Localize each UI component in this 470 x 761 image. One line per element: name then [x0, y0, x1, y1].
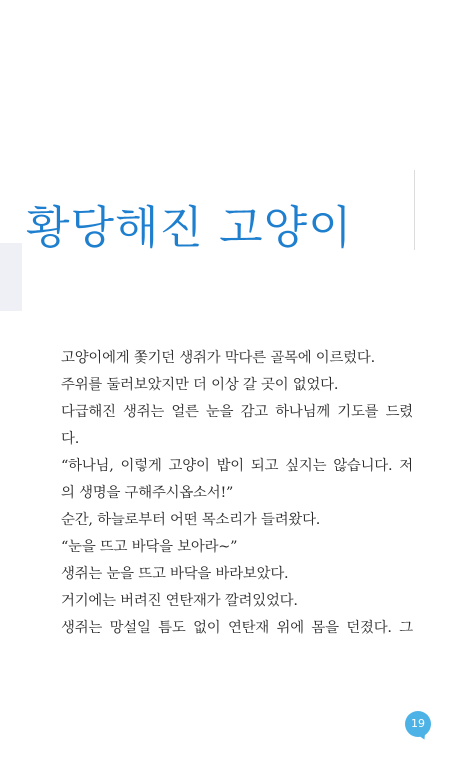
page-number-badge: 19	[405, 711, 431, 737]
text-line: 다.	[61, 431, 80, 447]
chapter-title: 황당해진 고양이	[26, 201, 353, 255]
text-line: “하나님, 이렇게 고양이 밥이 되고 싶지는 않습니다. 저	[61, 458, 413, 474]
text-line: 생쥐는 눈을 뜨고 바닥을 바라보았다.	[61, 566, 289, 582]
text-line: 순간, 하늘로부터 어떤 목소리가 들려왔다.	[61, 512, 321, 528]
text-line: 생쥐는 망설일 틈도 없이 연탄재 위에 몸을 던졌다. 그	[61, 620, 413, 636]
margin-rule	[414, 170, 415, 250]
story-text	[61, 345, 413, 642]
text-line: 고양이에게 쫓기던 생쥐가 막다른 골목에 이르렀다.	[61, 350, 375, 366]
margin-tint	[0, 243, 22, 311]
text-line: 다급해진 생쥐는 얼른 눈을 감고 하나님께 기도를 드렸	[61, 404, 413, 420]
text-line: “눈을 뜨고 바닥을 보아라~”	[61, 539, 238, 555]
text-line: 거기에는 버려진 연탄재가 깔려있었다.	[61, 593, 298, 609]
text-line: 의 생명을 구해주시옵소서!”	[61, 485, 234, 501]
text-line: 주위를 둘러보았지만 더 이상 갈 곳이 없었다.	[61, 377, 339, 393]
